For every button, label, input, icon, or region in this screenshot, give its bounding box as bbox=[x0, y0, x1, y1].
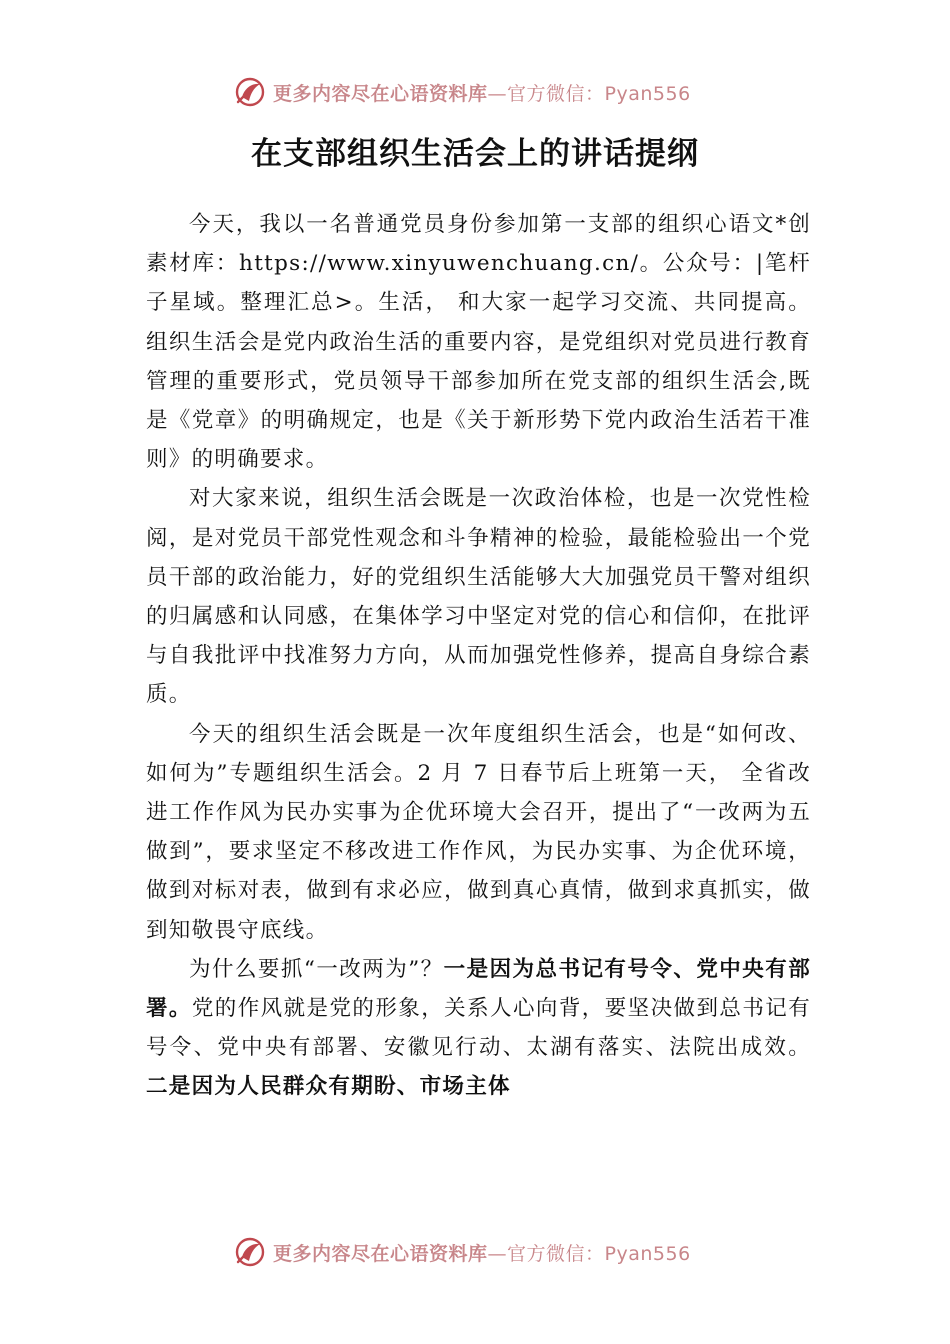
banner-title: 更多内容尽在心语资料库 bbox=[273, 1242, 488, 1265]
banner-content bbox=[233, 1232, 691, 1272]
paragraph-4-bold-2: 二是因为人民群众有期盼、市场主体 bbox=[146, 1074, 511, 1100]
banner-text bbox=[273, 79, 691, 106]
paragraph-4-run-2: 党的作风就是党的形象，关系人心向背，要坚决做到总书记有号令、党中央有部署、安徽见行动、太湖有落实、法院出成效。 bbox=[146, 996, 811, 1061]
banner-separator: — bbox=[487, 1242, 508, 1265]
banner-wechat: 官方微信：Pyan556 bbox=[507, 1242, 691, 1265]
banner-wechat: 官方微信：Pyan556 bbox=[507, 82, 691, 105]
banner-title: 更多内容尽在心语资料库 bbox=[273, 82, 488, 105]
paragraph-2: 对大家来说，组织生活会既是一次政治体检，也是一次党性检阅，是对党员干部党性观念和斗争精神的检验，最能检验出一个党员干部的政治能力，好的党组织生活能够大大加强党员干警对组织的归属感和认同感，在集体学习中坚定对党的信心和信仰，在批评与自我批评中找准努力方向，从而加强党性修养，提高自身综合素质。 bbox=[146, 486, 811, 708]
banner-separator: — bbox=[487, 82, 508, 105]
logo-icon bbox=[233, 75, 267, 109]
paragraph-4 bbox=[146, 950, 811, 1107]
document-title: 在支部组织生活会上的讲话提纲 bbox=[251, 136, 699, 172]
footer-banner bbox=[0, 1232, 950, 1272]
logo-icon bbox=[233, 1235, 267, 1269]
banner-text bbox=[273, 1239, 691, 1266]
header-banner bbox=[0, 72, 950, 112]
paragraph-1: 今天，我以一名普通党员身份参加第一支部的组织心语文*创素材库：https://www.xinyuwenchuang.cn/。公众号：|笔杆子星域。整理汇总>。生活， 和大家一起学习交流、共同提高。组织生活会是党内政治生活的重要内容，是党组织对党员进行教育管理的重要形式，党员领导干部参加所在党支部的组织生活会,既是《党章》的明确规定，也是《关于新形势下党内政治生活若干准则》的明确要求。 bbox=[146, 212, 811, 473]
document-body bbox=[146, 205, 811, 1107]
paragraph-4-run-1: 为什么要抓“一改两为”？ bbox=[189, 956, 444, 982]
paragraph-4-bold-1: 一是因为总书记有号令、党中央有部署。 bbox=[146, 956, 811, 1022]
banner-content bbox=[233, 72, 691, 112]
paragraph-3: 今天的组织生活会既是一次年度组织生活会，也是“如何改、如何为”专题组织生活会。2 月 7 日春节后上班第一天， 全省改进工作作风为民办实事为企优环境大会召开，提出了“一改两为五做到”，要求坚定不移改进工作作风，为民办实事、为企优环境，做到对标对表，做到有求必应，做到真心真情，做到求真抓实，做到知敬畏守底线。 bbox=[146, 721, 811, 943]
